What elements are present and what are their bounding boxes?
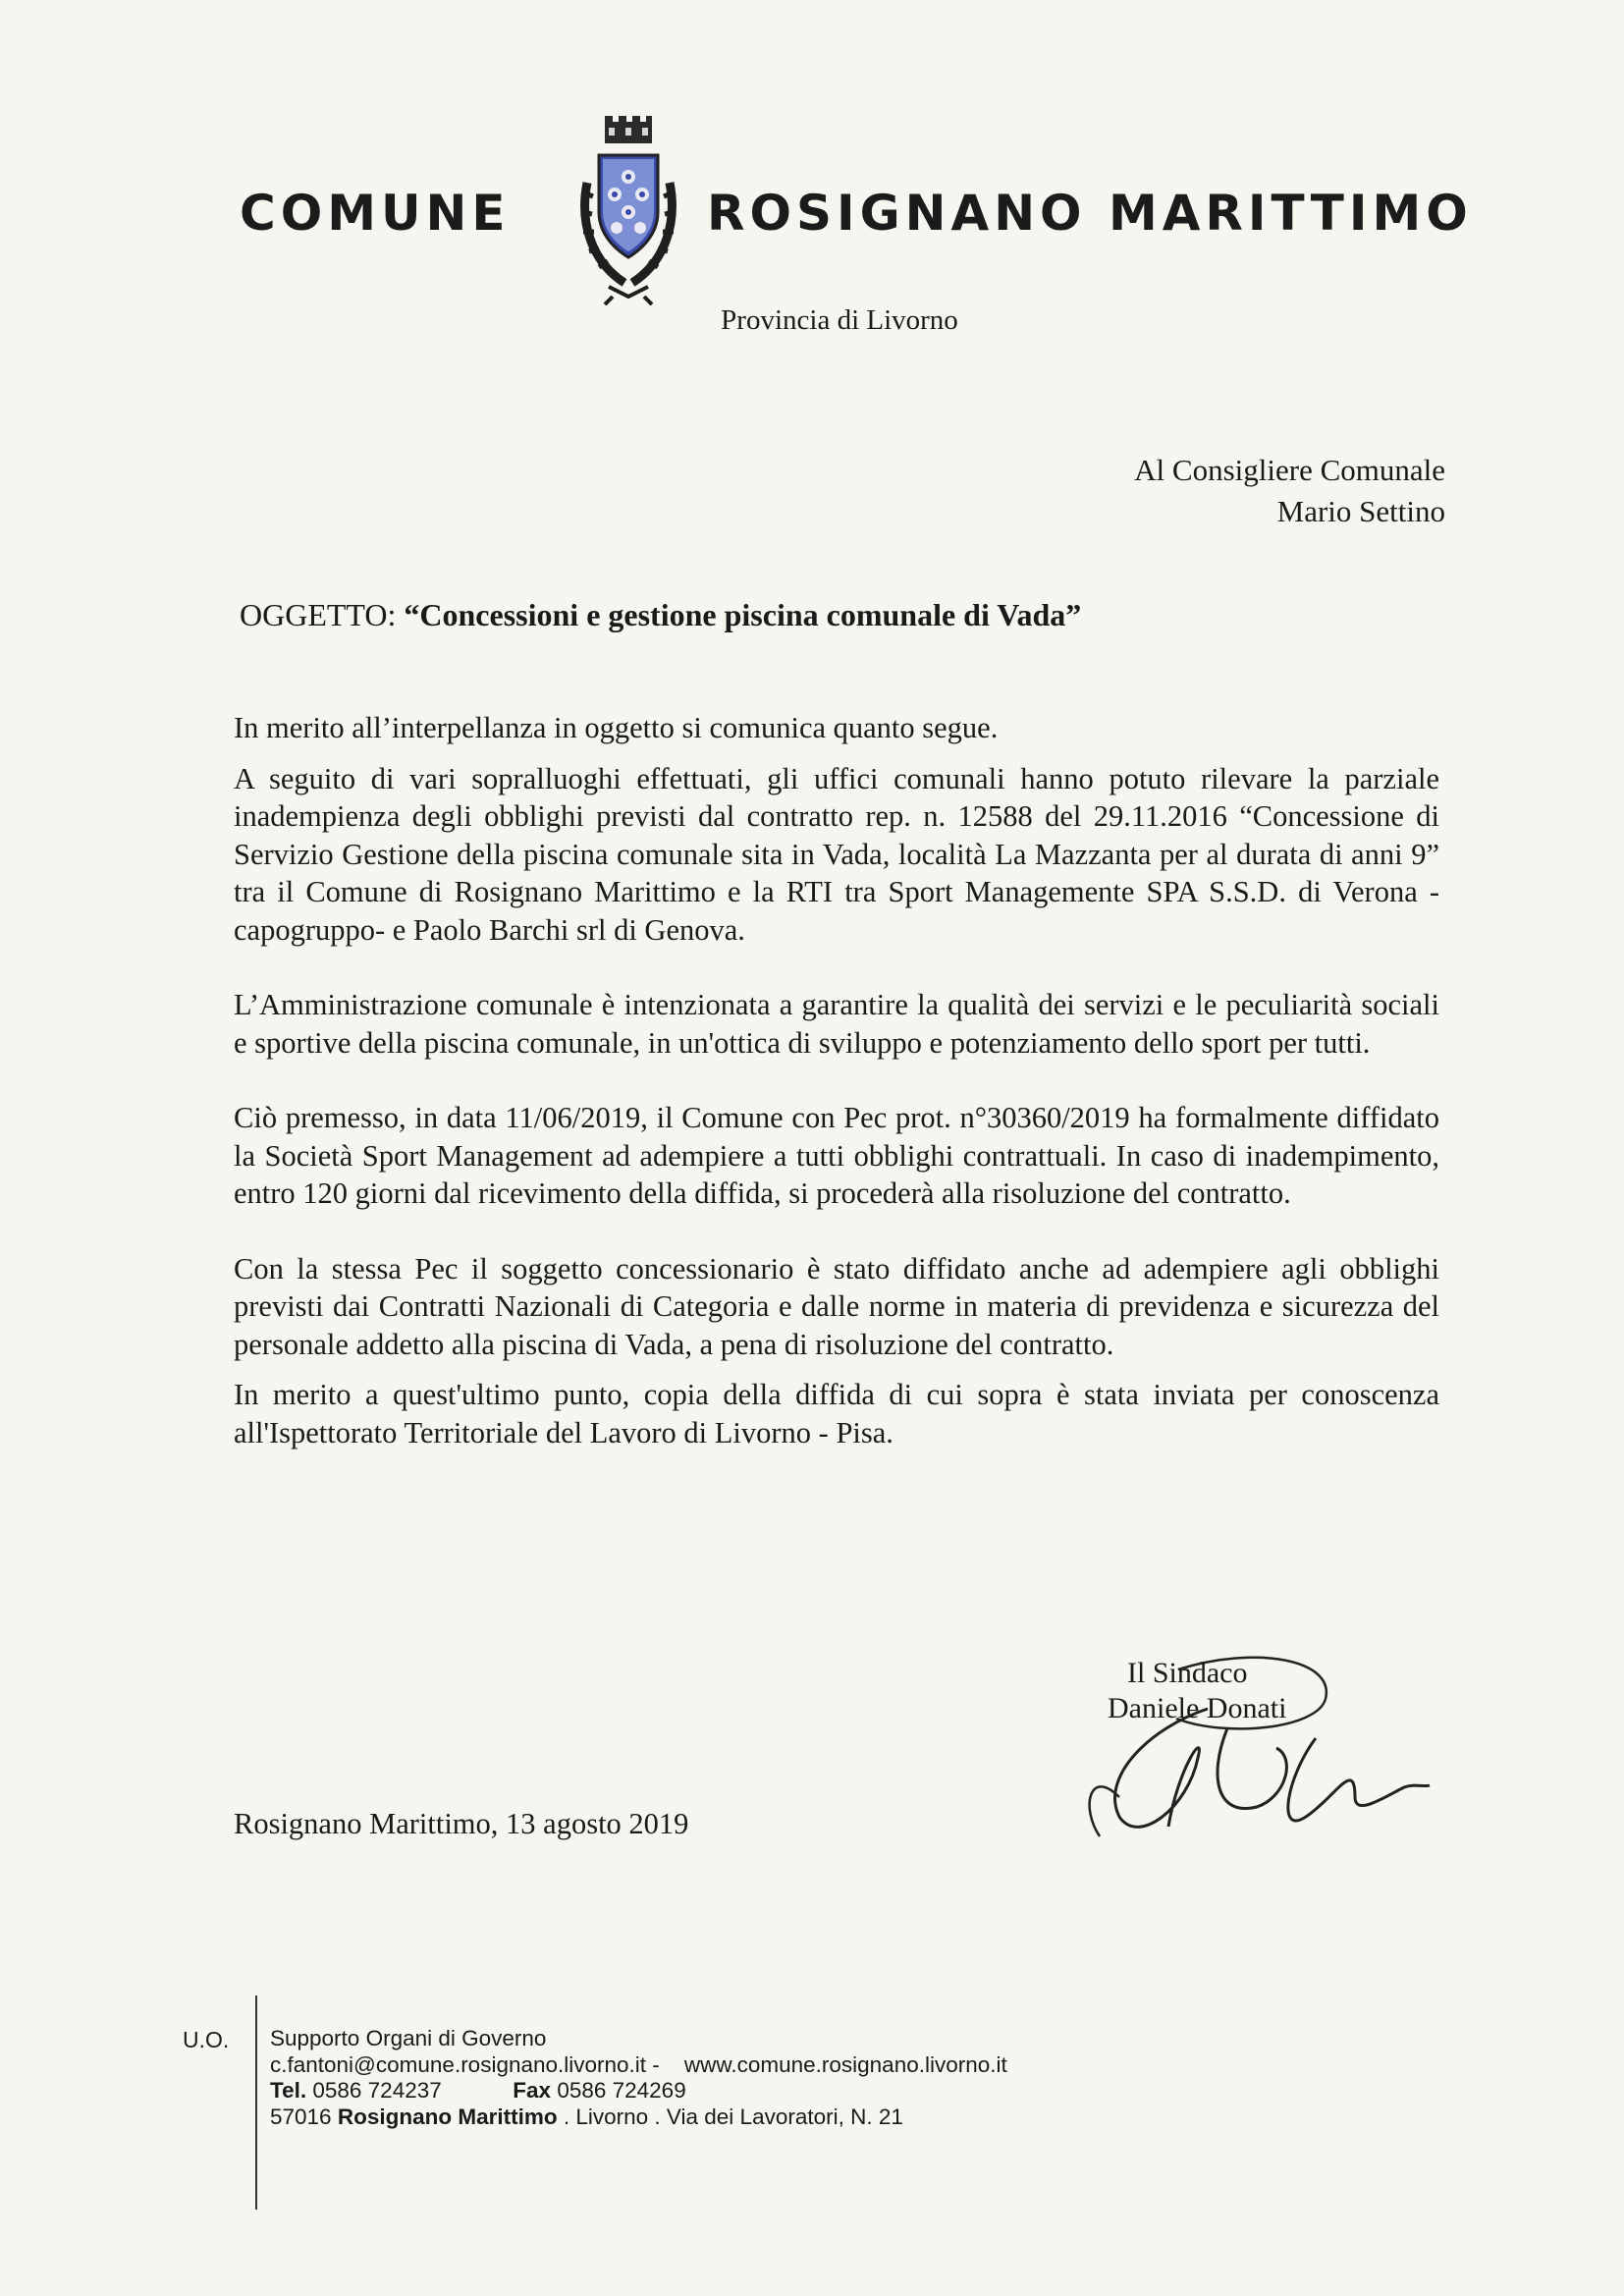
letter-body	[234, 709, 1439, 1451]
province-label: Provincia di Livorno	[721, 304, 958, 336]
body-paragraph-6: In merito a quest'ultimo punto, copia della diffida di cui sopra è stata inviata per conoscenza all'Ispettorato Territoriale del Lavoro di Livorno - Pisa.	[234, 1378, 1439, 1449]
municipality-name-left: COMUNE	[240, 185, 511, 242]
recipient-role: Al Consigliere Comunale	[1134, 453, 1445, 487]
fax-number: 0586 724269	[557, 2078, 686, 2103]
body-paragraph-5: Con la stessa Pec il soggetto concessionario è stato diffidato anche ad adempiere agli obblighi previsti dai Contratti Nazionali di Categoria e dalle norme in materia di previdenza e sicurezza del personale addetto alla piscina di Vada, a pena di risoluzione del contratto.	[234, 1251, 1439, 1361]
signature-block	[1108, 1656, 1287, 1726]
footer-phone-line	[270, 2078, 1007, 2105]
subject-title: “Concessioni e gestione piscina comunale di Vada”	[404, 597, 1082, 632]
footer-cap: 57016	[270, 2104, 332, 2129]
footer-contacts-line	[270, 2052, 1007, 2079]
footer-website[interactable]: www.comune.rosignano.livorno.it	[683, 2051, 1007, 2077]
body-paragraph-4: Ciò premesso, in data 11/06/2019, il Comune con Pec prot. n°30360/2019 ha formalmente diffidato la Società Sport Management ad adempiere a tutti obblighi contrattuali. In caso di inadempimento, entro 120 giorni dal ricevimento della diffida, si procederà alla risoluzione del contratto.	[234, 1101, 1439, 1210]
footer-email[interactable]: c.fantoni@comune.rosignano.livorno.it -	[270, 2051, 660, 2077]
subject-line	[240, 597, 1447, 633]
body-paragraph-2: A seguito di vari sopralluoghi effettuati, gli uffici comunali hanno potuto rilevare la parziale inadempienza degli obblighi previsti dal contratto rep. n. 12588 del 29.11.2016 “Concessione di Servizio Gestione della piscina comunale sita in Vada, località La Mazzanta per al durata di anni 9” tra il Comune di Rosignano Marittimo e la RTI tra Sport Managemente SPA S.S.D. di Verona -capogruppo- e Paolo Barchi srl di Genova.	[234, 761, 1439, 947]
footer-address: . Livorno . Via dei Lavoratori, N. 21	[563, 2104, 903, 2129]
signatory-title: Il Sindaco	[1127, 1657, 1248, 1689]
subject-label: OGGETTO:	[240, 597, 397, 632]
uo-label: U.O.	[183, 2027, 230, 2052]
municipality-name-right: ROSIGNANO MARITTIMO	[707, 185, 1473, 242]
footer-divider	[255, 1995, 257, 2210]
body-paragraph-1: In merito all’interpellanza in oggetto si comunica quanto segue.	[234, 711, 999, 744]
municipal-crest-icon	[569, 114, 687, 306]
fax-label: Fax	[513, 2078, 552, 2103]
signatory-name: Daniele Donati	[1108, 1692, 1287, 1724]
recipient-block	[1134, 450, 1445, 532]
body-paragraph-3: L’Amministrazione comunale è intenzionata a garantire la qualità dei servizi e le peculiarità sociali e sportive della piscina comunale, in un'ottica di sviluppo e potenziamento dello sport per tutti.	[234, 988, 1439, 1060]
recipient-name: Mario Settino	[1276, 494, 1445, 528]
tel-number: 0586 724237	[312, 2078, 442, 2103]
footer-office: Supporto Organi di Governo	[270, 2026, 547, 2050]
footer-address-line	[270, 2105, 1007, 2131]
footer-contact-info	[270, 2026, 1007, 2130]
tel-label: Tel.	[270, 2078, 307, 2103]
place-and-date: Rosignano Marittimo, 13 agosto 2019	[234, 1807, 689, 1840]
footer-city: Rosignano Marittimo	[337, 2104, 558, 2129]
